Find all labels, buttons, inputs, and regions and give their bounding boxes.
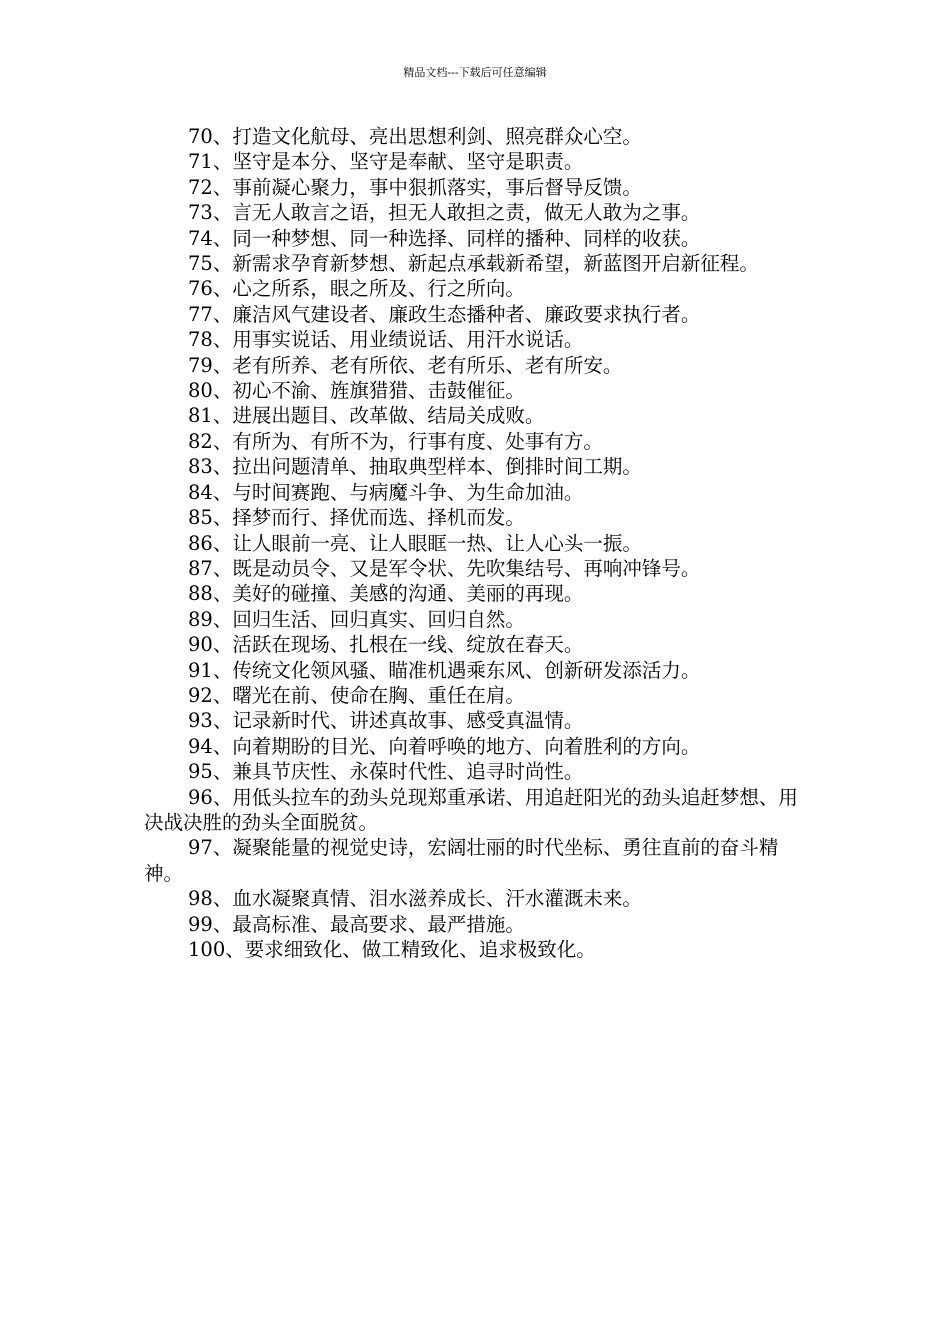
slogan-item-70: 70、打造文化航母、亮出思想利剑、照亮群众心空。: [188, 125, 642, 148]
slogan-item-85: 85、择梦而行、择优而选、择机而发。: [188, 506, 525, 530]
slogan-item-93: 93、记录新时代、讲述真故事、感受真温情。: [188, 709, 584, 733]
slogan-item-80: 80、初心不渝、旌旗猎猎、击鼓催征。: [188, 379, 525, 403]
slogan-item-74: 74、同一种梦想、同一种选择、同样的播种、同样的收获。: [188, 226, 701, 250]
slogan-item-71: 71、坚守是本分、坚守是奉献、坚守是职责。: [188, 150, 584, 174]
slogan-item-78: 78、用事实说话、用业绩说话、用汗水说话。: [188, 328, 584, 352]
slogan-item-77: 77、廉洁风气建设者、廉政生态播种者、廉政要求执行者。: [188, 302, 701, 326]
slogan-item-96: 96、用低头拉车的劲头兑现郑重承诺、用追赶阳光的劲头追赶梦想、用决战决胜的劲头全面脱贫。: [144, 785, 798, 834]
page-header: 精品文档---下载后可任意编辑: [403, 66, 547, 79]
slogan-item-95: 95、兼具节庆性、永葆时代性、追寻时尚性。: [188, 760, 584, 784]
slogan-item-73: 73、言无人敢言之语，担无人敢担之责，做无人敢为之事。: [188, 201, 701, 225]
slogan-item-99: 99、最高标准、最高要求、最严措施。: [188, 912, 525, 936]
document-body: [144, 124, 808, 962]
slogan-item-76: 76、心之所系，眼之所及、行之所向。: [188, 277, 525, 301]
slogan-item-84: 84、与时间赛跑、与病魔斗争、为生命加油。: [188, 480, 584, 504]
slogan-item-81: 81、进展出题目、改革做、结局关成败。: [188, 404, 545, 428]
slogan-item-83: 83、拉出问题清单、抽取典型样本、倒排时间工期。: [188, 455, 642, 479]
slogan-item-72: 72、事前凝心聚力，事中狠抓落实，事后督导反馈。: [188, 175, 642, 199]
slogan-item-90: 90、活跃在现场、扎根在一线、绽放在春天。: [188, 633, 584, 657]
slogan-item-100: 100、要求细致化、做工精致化、追求极致化。: [188, 938, 596, 961]
slogan-item-97: 97、凝聚能量的视觉史诗，宏阔壮丽的时代坐标、勇往直前的奋斗精神。: [144, 836, 779, 885]
slogan-item-75: 75、新需求孕育新梦想、新起点承载新希望，新蓝图开启新征程。: [188, 252, 759, 276]
slogan-item-86: 86、让人眼前一亮、让人眼眶一热、让人心头一振。: [188, 531, 642, 555]
slogan-item-79: 79、老有所养、老有所依、老有所乐、老有所安。: [188, 353, 623, 377]
slogan-item-88: 88、美好的碰撞、美感的沟通、美丽的再现。: [188, 582, 584, 606]
slogan-item-82: 82、有所为、有所不为，行事有度、处事有方。: [188, 429, 603, 453]
slogan-item-87: 87、既是动员令、又是军令状、先吹集结号、再响冲锋号。: [188, 556, 701, 580]
slogan-item-98: 98、血水凝聚真情、泪水滋养成长、汗水灌溉未来。: [188, 887, 642, 911]
slogan-item-94: 94、向着期盼的目光、向着呼唤的地方、向着胜利的方向。: [188, 734, 701, 758]
slogan-item-92: 92、曙光在前、使命在胸、重任在肩。: [188, 683, 525, 707]
slogan-item-89: 89、回归生活、回归真实、回归自然。: [188, 607, 525, 631]
slogan-item-91: 91、传统文化领风骚、瞄准机遇乘东风、创新研发添活力。: [188, 658, 701, 682]
